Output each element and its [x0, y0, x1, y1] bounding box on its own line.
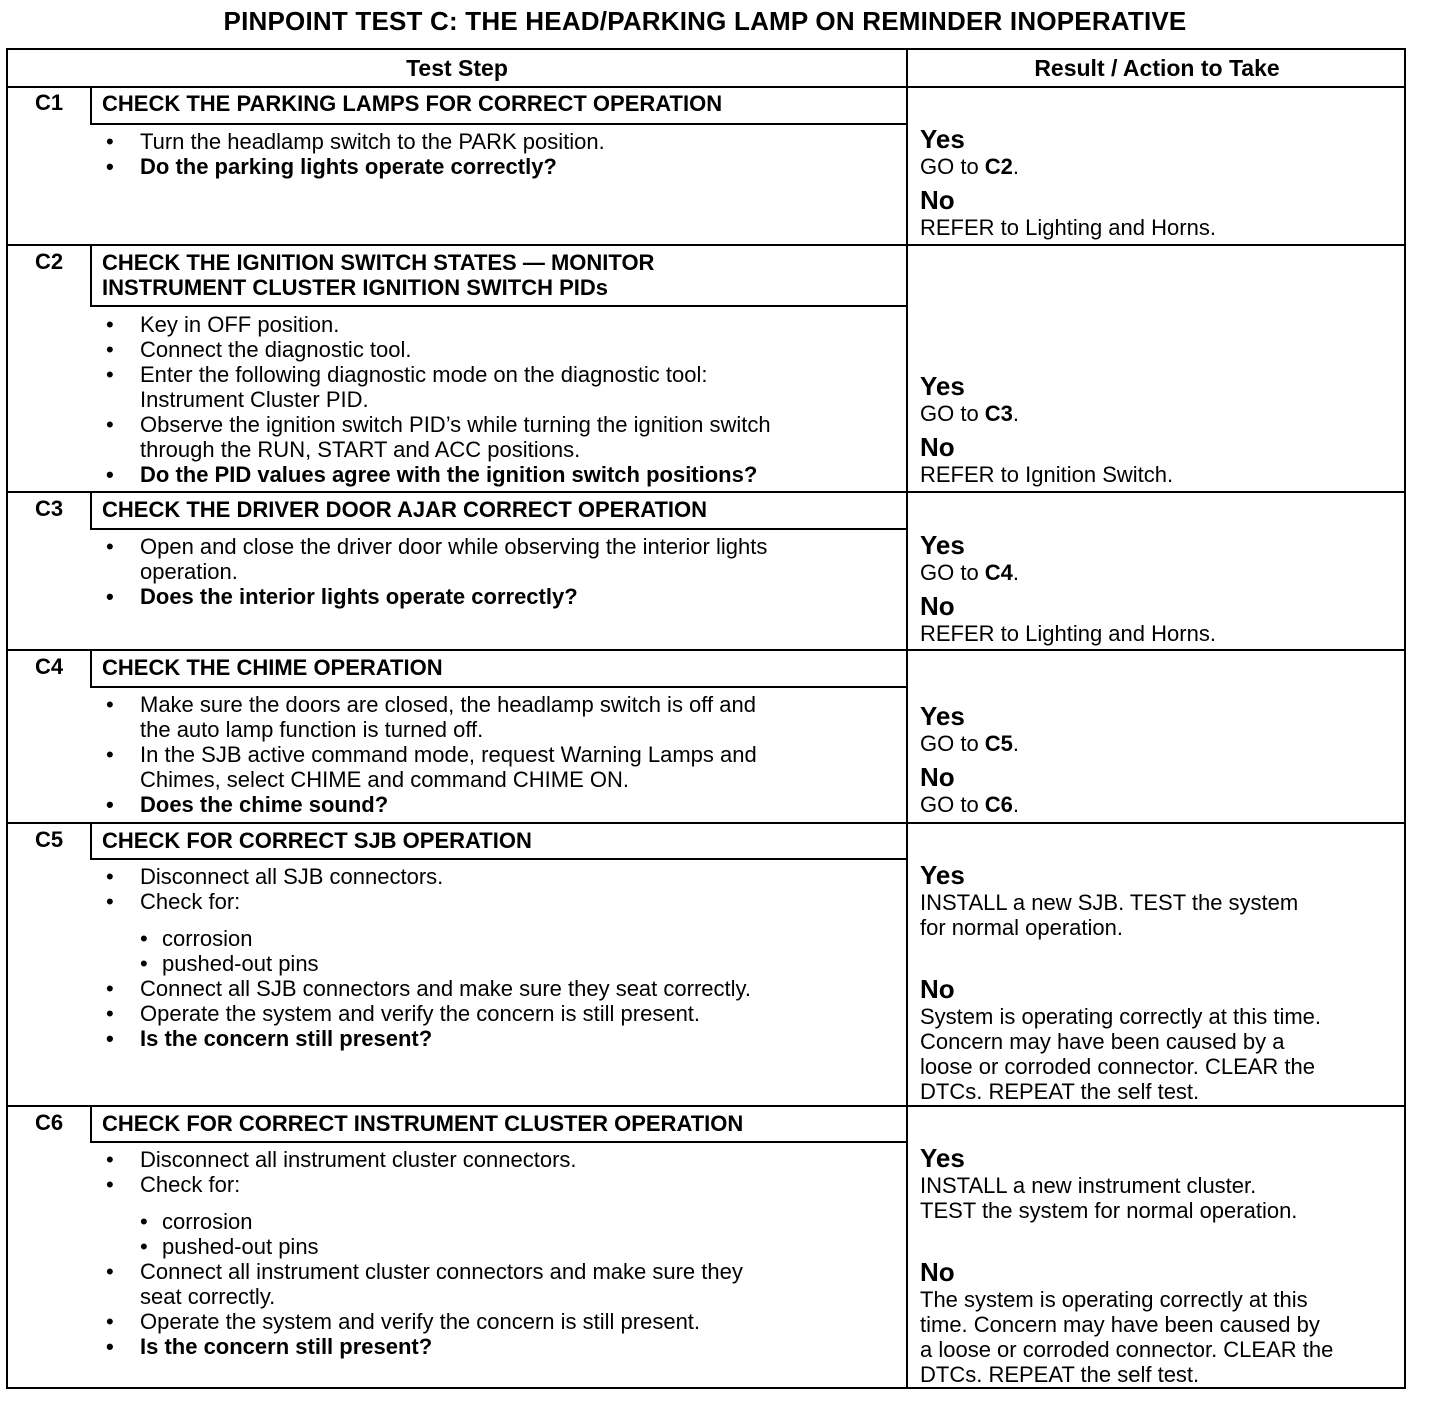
step-result [920, 701, 1406, 817]
question-text: Do the parking lights operate correctly? [140, 154, 557, 179]
step-id-divider [90, 651, 92, 687]
step-instructions [102, 129, 902, 179]
step-id: C2 [34, 249, 64, 274]
question-text: Does the chime sound? [140, 792, 389, 817]
step-id: C4 [34, 654, 64, 679]
instruction-text: Turn the headlamp switch to the PARK position. [140, 129, 605, 154]
question-text: Does the interior lights operate correctly? [140, 584, 578, 609]
no-action: REFER to Ignition Switch. [920, 462, 1174, 487]
step-instructions [102, 1147, 902, 1359]
step-reference-link[interactable]: C4 [984, 560, 1013, 585]
no-action: REFER to Lighting and Horns. [920, 621, 1216, 646]
step-id: C3 [34, 496, 64, 521]
list-item: • Open and close the driver door while observing the interior lights operation. [106, 534, 768, 584]
step-instructions [102, 534, 902, 609]
step-result [920, 1143, 1406, 1387]
yes-label: Yes [920, 860, 965, 890]
list-item: • Is the concern still present? [106, 1334, 433, 1359]
list-item: • Connect all SJB connectors and make sure they seat correctly. [106, 976, 751, 1001]
step-result [920, 371, 1406, 487]
row-divider [8, 1105, 1404, 1107]
step-title-divider [90, 858, 906, 860]
sub-list-item: • pushed-out pins [140, 1234, 319, 1259]
step-id: C6 [34, 1110, 64, 1135]
question-text: Is the concern still present? [140, 1334, 433, 1359]
step-title: CHECK FOR CORRECT INSTRUMENT CLUSTER OPERATION [102, 1111, 744, 1136]
column-header-result: Result / Action to Take [1034, 55, 1280, 81]
pinpoint-test-table [6, 48, 1406, 1389]
yes-action: INSTALL a new SJB. TEST the system for normal operation. [920, 890, 1299, 940]
yes-label: Yes [920, 701, 965, 731]
yes-label: Yes [920, 530, 965, 560]
step-result [920, 530, 1406, 646]
no-label: No [920, 185, 955, 215]
step-result [920, 124, 1406, 240]
header-divider [8, 86, 1404, 88]
list-item: • Do the PID values agree with the ignition switch positions? [106, 462, 758, 487]
column-divider [906, 50, 908, 1387]
yes-action: GO to C2. [920, 154, 1020, 179]
step-instructions [102, 312, 902, 487]
step-title-divider [90, 686, 906, 688]
sub-list-item: • corrosion [140, 926, 253, 951]
step-reference-link[interactable]: C5 [984, 731, 1013, 756]
list-item: • Check for: • corrosion • pushed-out pins [102, 889, 902, 976]
yes-action: GO to C4. [920, 560, 1020, 585]
list-item: • Disconnect all SJB connectors. [106, 864, 444, 889]
step-title: CHECK THE CHIME OPERATION [102, 655, 443, 680]
sub-list [140, 926, 902, 976]
column-header-test-step: Test Step [406, 55, 508, 81]
row-divider [8, 244, 1404, 246]
list-item [102, 129, 902, 154]
step-instructions [102, 864, 902, 1051]
row-divider [8, 491, 1404, 493]
step-id-divider [90, 246, 92, 306]
step-title-divider [90, 1141, 906, 1143]
list-item [102, 154, 902, 179]
step-reference-link[interactable]: C6 [984, 792, 1013, 817]
bullet: • [106, 129, 114, 154]
question-text: Do the PID values agree with the ignition switch positions? [140, 462, 758, 487]
list-item: • Operate the system and verify the concern is still present. [106, 1001, 701, 1026]
step-id-divider [90, 493, 92, 529]
list-item: • Check for: • corrosion • pushed-out pins [102, 1172, 902, 1259]
no-action: GO to C6. [920, 792, 1020, 817]
list-item: • Connect all instrument cluster connectors and make sure they seat correctly. [106, 1259, 743, 1309]
no-label: No [920, 762, 955, 792]
yes-action: GO to C5. [920, 731, 1020, 756]
list-item: • Connect the diagnostic tool. [106, 337, 412, 362]
sub-list-item: • corrosion [140, 1209, 253, 1234]
step-id: C5 [34, 827, 64, 852]
step-title-divider [90, 305, 906, 307]
list-item: • Is the concern still present? [106, 1026, 433, 1051]
list-item: • Make sure the doors are closed, the headlamp switch is off and the auto lamp function is turned off. [106, 692, 756, 742]
no-label: No [920, 591, 955, 621]
step-reference-link[interactable]: C2 [984, 154, 1013, 179]
list-item: • Disconnect all instrument cluster connectors. [106, 1147, 577, 1172]
no-action: System is operating correctly at this time. Concern may have been caused by a loose or corroded connector. CLEAR the DTCs. REPEAT the self test. [920, 1004, 1322, 1104]
step-id-divider [90, 1107, 92, 1143]
yes-label: Yes [920, 124, 965, 154]
yes-label: Yes [920, 371, 965, 401]
no-label: No [920, 974, 955, 1004]
step-id-divider [90, 824, 92, 860]
sub-list-item: • pushed-out pins [140, 951, 319, 976]
page-title: PINPOINT TEST C: THE HEAD/PARKING LAMP ON REMINDER INOPERATIVE [223, 6, 1187, 36]
sub-list [140, 1209, 902, 1259]
step-result [920, 860, 1406, 1104]
question-text: Is the concern still present? [140, 1026, 433, 1051]
no-action: The system is operating correctly at this time. Concern may have been caused by a loose or corroded connector. CLEAR the DTCs. REPEAT the self test. [920, 1287, 1334, 1387]
step-title: CHECK FOR CORRECT SJB OPERATION [102, 828, 532, 853]
list-item: • Does the chime sound? [106, 792, 389, 817]
step-id-divider [90, 88, 92, 124]
list-item: • Enter the following diagnostic mode on the diagnostic tool: Instrument Cluster PID. [106, 362, 708, 412]
no-label: No [920, 1257, 955, 1287]
bullet: • [106, 154, 114, 179]
no-action: REFER to Lighting and Horns. [920, 215, 1216, 240]
step-instructions [102, 692, 902, 817]
list-item: • Observe the ignition switch PID’s while turning the ignition switch through the RUN, START and ACC positions. [106, 412, 771, 462]
row-divider [8, 822, 1404, 824]
yes-action: GO to C3. [920, 401, 1020, 426]
step-id: C1 [34, 90, 64, 115]
step-title-divider [90, 123, 906, 125]
no-label: No [920, 432, 955, 462]
step-title-divider [90, 528, 906, 530]
list-item: • Operate the system and verify the concern is still present. [106, 1309, 701, 1334]
step-title: CHECK THE PARKING LAMPS FOR CORRECT OPERATION [102, 91, 723, 116]
row-divider [8, 649, 1404, 651]
step-title: CHECK THE DRIVER DOOR AJAR CORRECT OPERATION [102, 497, 708, 522]
step-title: CHECK THE IGNITION SWITCH STATES — MONITOR INSTRUMENT CLUSTER IGNITION SWITCH PIDs [102, 250, 655, 300]
list-item: • Key in OFF position. [106, 312, 340, 337]
step-reference-link[interactable]: C3 [984, 401, 1013, 426]
yes-action: INSTALL a new instrument cluster. TEST the system for normal operation. [920, 1173, 1298, 1223]
yes-label: Yes [920, 1143, 965, 1173]
list-item: • Does the interior lights operate correctly? [106, 584, 578, 609]
list-item: • In the SJB active command mode, request Warning Lamps and Chimes, select CHIME and command CHIME ON. [106, 742, 757, 792]
